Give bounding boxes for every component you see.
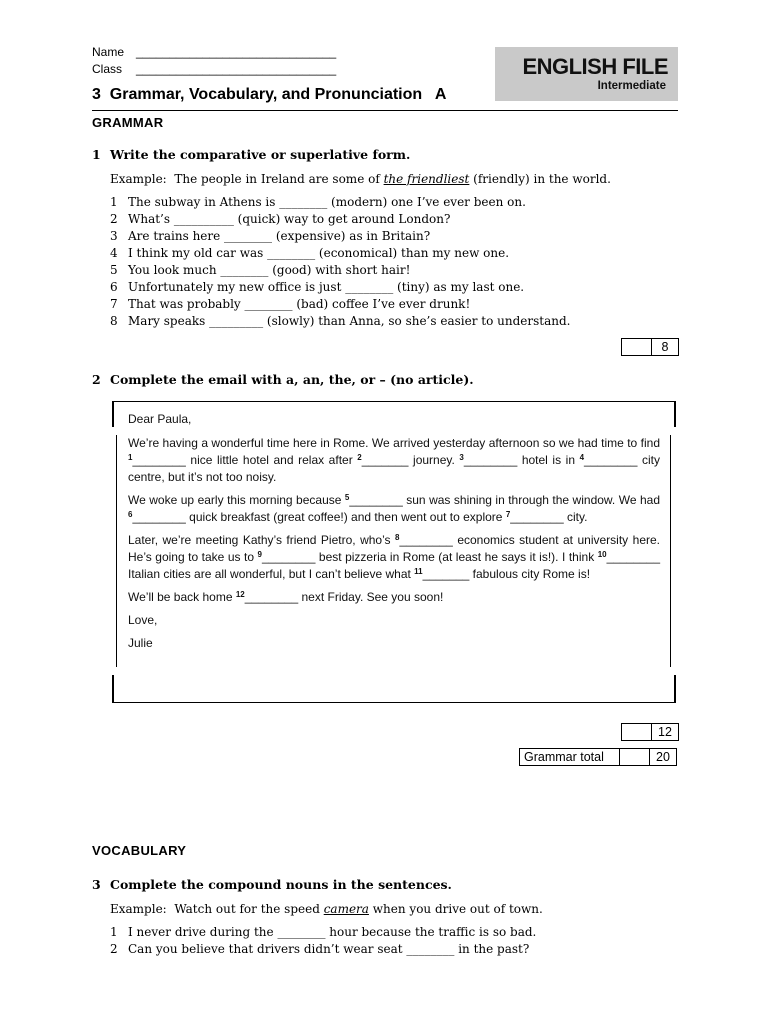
example-prefix: Example: Watch out for the speed: [110, 902, 324, 916]
name-label: Name: [92, 45, 125, 59]
email-left-tick: [112, 675, 114, 703]
email-bottom-rule: [112, 702, 676, 703]
grammar-total-max: 20: [656, 750, 670, 764]
gap-number: 5: [344, 493, 350, 502]
task-3-heading: [92, 877, 452, 892]
sentence-item: [110, 211, 570, 228]
sentence-number: 8: [110, 314, 118, 328]
gap-number: 10: [597, 550, 607, 559]
example-suffix: when you drive out of town.: [368, 902, 543, 916]
sentence-number: 6: [110, 280, 118, 294]
name-field-row: [92, 45, 336, 59]
example-answer: camera: [323, 902, 369, 916]
email-left-line: [116, 435, 117, 667]
sentence-text[interactable]: Can you believe that drivers didn’t wear seat ________ in the past?: [128, 942, 530, 956]
sentence-item: [110, 941, 536, 958]
sentence-item: [110, 262, 570, 279]
gap-number: 12: [235, 590, 245, 599]
task-3-number: 3: [92, 877, 101, 892]
grammar-section-heading: GRAMMAR: [92, 115, 164, 130]
sentence-text[interactable]: That was probably ________ (bad) coffee I’ve ever drunk!: [128, 297, 471, 311]
english-file-logo: [495, 47, 678, 101]
gap-number: 11: [414, 567, 423, 576]
sentence-number: 2: [110, 942, 118, 956]
sentence-text[interactable]: I never drive during the ________ hour because the traffic is so bad.: [128, 925, 537, 939]
page-title: 3 Grammar, Vocabulary, and Pronunciation A: [92, 86, 447, 103]
sentence-item: [110, 228, 570, 245]
task-2-instruction: Complete the email with a, an, the, or – (no article).: [110, 372, 474, 387]
task-1-example: [110, 172, 611, 186]
sentence-number: 1: [110, 925, 118, 939]
vocabulary-section-heading: VOCABULARY: [92, 843, 187, 858]
example-suffix: (friendly) in the world.: [469, 172, 611, 186]
example-answer: the friendliest: [383, 172, 470, 186]
sentence-item: [110, 296, 570, 313]
gap-number: 2: [357, 453, 362, 462]
email-right-tick: [674, 675, 676, 703]
email-body: [128, 411, 660, 658]
sentence-number: 2: [110, 212, 118, 226]
task-2-score-entry[interactable]: [622, 724, 652, 740]
sentence-text[interactable]: You look much ________ (good) with short hair!: [128, 263, 411, 277]
task-3-instruction: Complete the compound nouns in the sentences.: [110, 877, 452, 892]
logo-title: ENGLISH FILE: [522, 54, 668, 79]
gap-number: 4: [579, 453, 585, 462]
gap-number: 3: [459, 453, 464, 462]
task-1-heading: [92, 147, 410, 162]
task-3-sentence-list: [110, 924, 536, 958]
task-1-score-box: [621, 338, 679, 356]
email-greeting: Dear Paula,: [128, 412, 192, 426]
email-paragraph-3: Later, we’re meeting Kathy’s friend Pietro, who’s $^8$________ economics student at university here. He’s going to take us to $^9$________ best pizzeria in Rome (at least he says it is!). I think $^{10}$________ Italian cities are all wonderful, but I can’t believe what $^{11}$_______ fabulous city Rome is!: [128, 533, 660, 581]
class-line[interactable]: ______________________________: [136, 62, 337, 76]
class-label: Class: [92, 62, 123, 76]
task-2-score-box: [621, 723, 679, 741]
sentence-number: 4: [110, 246, 118, 260]
example-prefix: Example: The people in Ireland are some of: [110, 172, 384, 186]
gap-number: 6: [128, 510, 133, 519]
sentence-item: [110, 924, 536, 941]
task-2-max-score: 12: [658, 725, 672, 739]
email-paragraph-1: We’re having a wonderful time here in Rome. We arrived yesterday afternoon so we had time to find $^1$________ nice little hotel and relax after $^2$_______ journey. $^3$________ hotel is in $^4$________ city centre, but it’s not too noisy.: [128, 436, 660, 484]
sentence-number: 3: [110, 229, 118, 243]
name-line[interactable]: ______________________________: [136, 45, 337, 59]
email-box: [112, 401, 676, 703]
gap-number: 8: [395, 533, 400, 542]
gap-number: 9: [257, 550, 262, 559]
task-1-max-score: 8: [661, 340, 669, 354]
sentence-text[interactable]: I think my old car was ________ (economical) than my new one.: [128, 246, 510, 260]
email-paragraph-4: We’ll be back home $^{12}$________ next Friday. See you soon!: [128, 590, 444, 604]
task-1-score-entry[interactable]: [622, 339, 652, 355]
task-3-example: [110, 902, 543, 916]
task-1-number: 1: [92, 147, 101, 162]
sentence-text[interactable]: Unfortunately my new office is just ________ (tiny) as my last one.: [128, 280, 525, 294]
sentence-text[interactable]: Are trains here ________ (expensive) as in Britain?: [128, 229, 431, 243]
email-paragraph-2: We woke up early this morning because $^5$________ sun was shining in through the window. We had $^6$________ quick breakfast (great coffee!) and then went out to explore $^7$________ city.: [128, 493, 661, 524]
email-signoff: Love,: [128, 613, 158, 627]
task-2-number: 2: [92, 372, 101, 387]
sentence-number: 1: [110, 195, 118, 209]
sentence-number: 5: [110, 263, 118, 277]
email-right-line: [670, 435, 671, 667]
email-top-rule: [112, 401, 676, 402]
task-1-instruction: Write the comparative or superlative form.: [110, 147, 411, 162]
grammar-total-entry[interactable]: [620, 749, 650, 765]
sentence-number: 7: [110, 297, 118, 311]
sentence-item: [110, 194, 570, 211]
logo-level: Intermediate: [597, 80, 666, 92]
sentence-text[interactable]: Mary speaks _________ (slowly) than Anna, so she’s easier to understand.: [128, 314, 571, 328]
title-divider: [92, 110, 678, 111]
email-right-tick: [674, 401, 676, 427]
gap-number: 1: [128, 453, 133, 462]
sentence-text[interactable]: What’s __________ (quick) way to get around London?: [128, 212, 451, 226]
sentence-text[interactable]: The subway in Athens is ________ (modern) one I’ve ever been on.: [128, 195, 526, 209]
email-signature: Julie: [128, 636, 153, 650]
sentence-item: [110, 245, 570, 262]
gap-number: 7: [505, 510, 511, 519]
sentence-item: [110, 313, 570, 330]
task-1-sentence-list: [110, 194, 570, 330]
grammar-total-box: [519, 748, 677, 766]
class-field-row: [92, 62, 336, 76]
email-left-tick: [112, 401, 114, 427]
grammar-total-label: Grammar total: [520, 749, 620, 765]
task-2-heading: [92, 372, 474, 387]
sentence-item: [110, 279, 570, 296]
